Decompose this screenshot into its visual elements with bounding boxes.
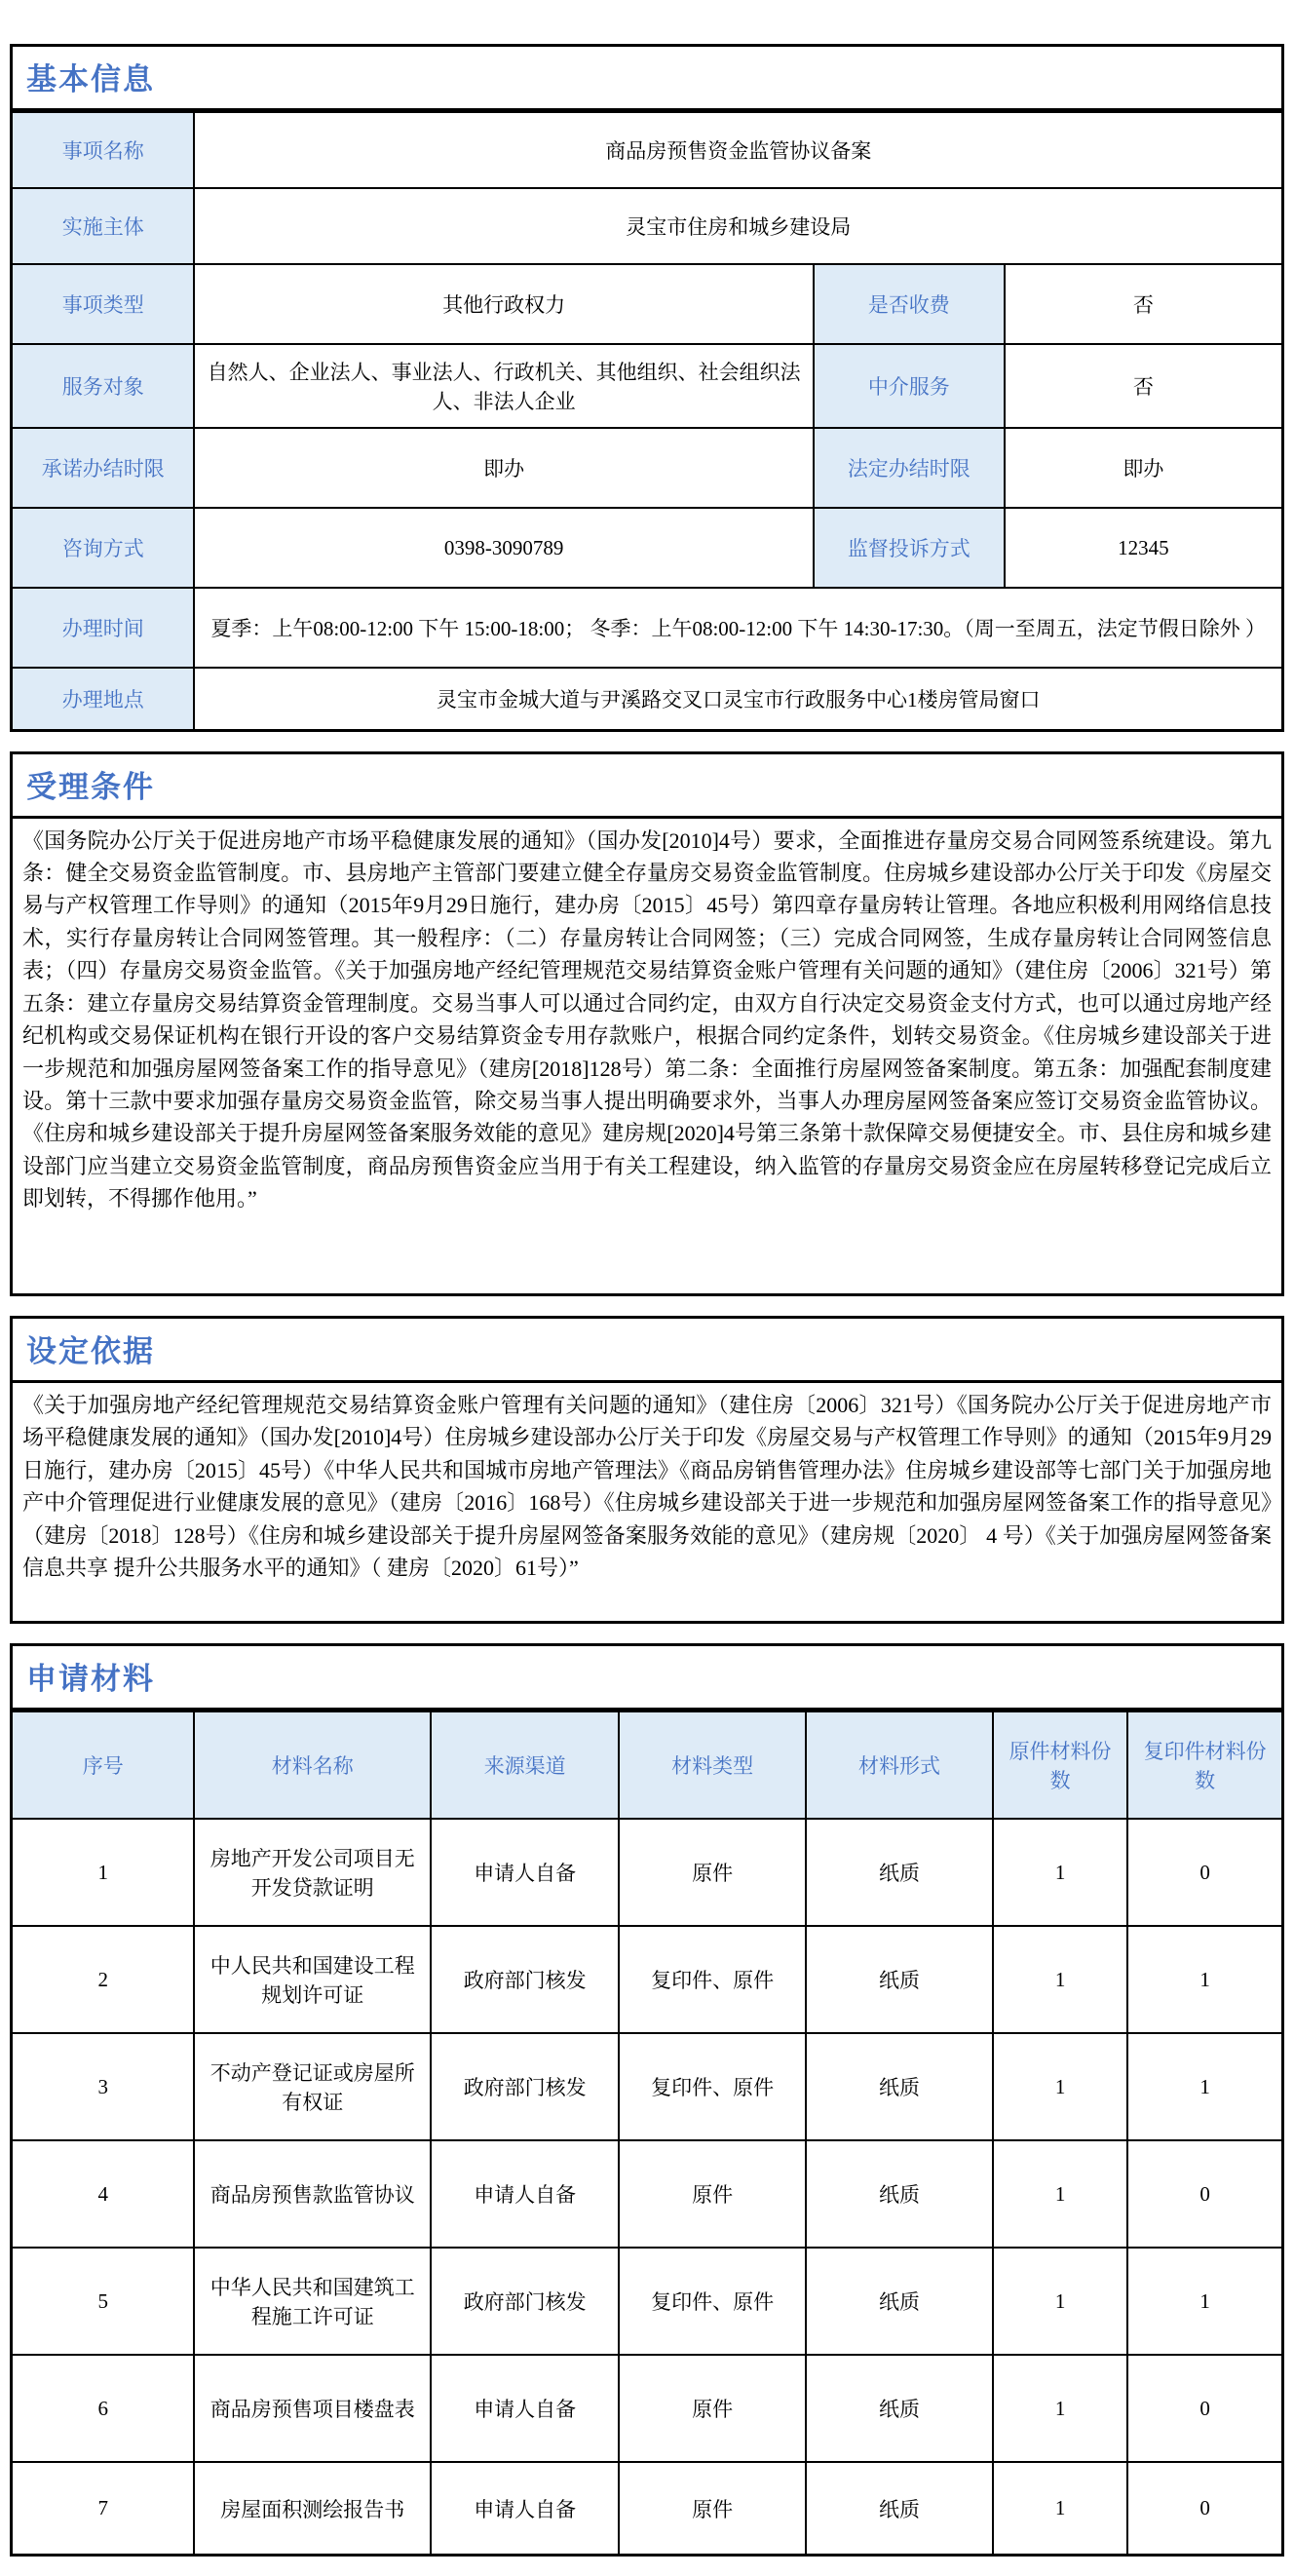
- column-header: 材料类型: [619, 1711, 806, 1819]
- material-type: 原件: [619, 2462, 806, 2556]
- material-original-count: 1: [993, 2355, 1127, 2462]
- table-row-office-hours: [12, 588, 1283, 668]
- field-value: 夏季：上午08:00-12:00 下午 15:00-18:00； 冬季：上午08:00-12:00 下午 14:30-17:30。（周一至周五，法定节假日除外 ）: [194, 588, 1282, 668]
- material-name: 房屋面积测绘报告书: [194, 2462, 431, 2556]
- legal-basis-body-box: [10, 1383, 1284, 1625]
- material-row: [12, 1926, 1283, 2033]
- material-type: 复印件、原件: [619, 2248, 806, 2355]
- material-seq: 1: [12, 1819, 195, 1926]
- service-item-document: [10, 44, 1284, 2576]
- field-value: 否: [1005, 264, 1283, 344]
- material-seq: 5: [12, 2248, 195, 2355]
- section-legal-basis: [10, 1316, 1284, 1625]
- material-form: 纸质: [806, 2140, 993, 2248]
- materials-table: [10, 1711, 1284, 2557]
- material-copy-count: 0: [1127, 2355, 1282, 2462]
- material-seq: 4: [12, 2140, 195, 2248]
- material-original-count: 1: [993, 1819, 1127, 1926]
- material-form: 纸质: [806, 2355, 993, 2462]
- material-copy-count: 0: [1127, 1819, 1282, 1926]
- field-value: 12345: [1005, 508, 1283, 588]
- section-basic-info: [10, 44, 1284, 732]
- column-header: 来源渠道: [431, 1711, 619, 1819]
- material-seq: 6: [12, 2355, 195, 2462]
- acceptance-body-text: 《国务院办公厅关于促进房地产市场平稳健康发展的通知》（国办发[2010]4号）要求，全面推进存量房交易合同网签系统建设。第九条：健全交易资金监管制度。市、县房地产主管部门要建立健全存量房交易资金监管制度。住房城乡建设部办公厅关于印发《房屋交易与产权管理工作导则》的通知（2015年9月29日施行，建办房〔2015〕45号）第四章存量房转让管理。各地应积极利用网络信息技术，实行存量房转让合同网签管理。其一般程序：（二）存量房转让合同网签；（三）完成合同网签，生成存量房转让合同网签信息表；（四）存量房交易资金监管。《关于加强房地产经纪管理规范交易结算资金账户管理有关问题的通知》（建住房〔2006〕321号）第五条：建立存量房交易结算资金管理制度。交易当事人可以通过合同约定，由双方自行决定交易资金支付方式，也可以通过房地产经纪机构或交易保证机构在银行开设的客户交易结算资金专用存款账户，根据合同约定条件，划转交易资金。《住房城乡建设部关于进一步规范和加强房屋网签备案工作的指导意见》（建房[2018]128号）第二条：全面推行房屋网签备案制度。第五条：加强配套制度建设。第十三款中要求加强存量房交易资金监管，除交易当事人提出明确要求外，当事人办理房屋网签备案应签订交易资金监管协议。《住房和城乡建设部关于提升房屋网签备案服务效能的意见》建房规[2020]4号第三条第十款保障交易便捷安全。市、县住房和城乡建设部门应当建立交易资金监管制度，商品房预售资金应当用于有关工程建设，纳入监管的存量房交易资金应在房屋转移登记完成后立即划转，不得挪作他用。”: [22, 827, 1272, 1211]
- legal-basis-title: 设定依据: [26, 1333, 155, 1368]
- material-form: 纸质: [806, 2462, 993, 2556]
- materials-header-row: [12, 1711, 1283, 1819]
- material-seq: 7: [12, 2462, 195, 2556]
- material-type: 复印件、原件: [619, 1926, 806, 2033]
- basic-info-table: [10, 111, 1284, 732]
- material-original-count: 1: [993, 2140, 1127, 2248]
- legal-basis-title-box: [10, 1316, 1284, 1383]
- material-type: 原件: [619, 2355, 806, 2462]
- material-row: [12, 2248, 1283, 2355]
- material-form: 纸质: [806, 1819, 993, 1926]
- field-value: 即办: [194, 428, 814, 508]
- acceptance-body-box: [10, 819, 1284, 1296]
- basic-info-title-box: [10, 44, 1284, 111]
- materials-title: 申请材料: [26, 1662, 155, 1697]
- field-value: 自然人、企业法人、事业法人、行政机关、其他组织、社会组织法人、非法人企业: [194, 344, 814, 428]
- material-name: 中华人民共和国建筑工程施工许可证: [194, 2248, 431, 2355]
- table-row-service-target-agency: [12, 344, 1283, 428]
- basic-info-title: 基本信息: [26, 62, 155, 96]
- table-row-contact: [12, 508, 1283, 588]
- field-label: 事项名称: [12, 112, 195, 188]
- material-form: 纸质: [806, 2248, 993, 2355]
- material-original-count: 1: [993, 2462, 1127, 2556]
- column-header: 原件材料份数: [993, 1711, 1127, 1819]
- material-name: 商品房预售款监管协议: [194, 2140, 431, 2248]
- material-row: [12, 1819, 1283, 1926]
- column-header: 序号: [12, 1711, 195, 1819]
- material-type: 复印件、原件: [619, 2033, 806, 2140]
- field-label: 咨询方式: [12, 508, 195, 588]
- table-row-office-location: [12, 668, 1283, 730]
- column-header: 材料形式: [806, 1711, 993, 1819]
- field-value: 其他行政权力: [194, 264, 814, 344]
- material-row: [12, 2033, 1283, 2140]
- table-row-time-limits: [12, 428, 1283, 508]
- material-source: 政府部门核发: [431, 2248, 619, 2355]
- field-label: 事项类型: [12, 264, 195, 344]
- material-copy-count: 1: [1127, 2248, 1282, 2355]
- material-name: 商品房预售项目楼盘表: [194, 2355, 431, 2462]
- field-label: 承诺办结时限: [12, 428, 195, 508]
- material-source: 申请人自备: [431, 2140, 619, 2248]
- field-value: 灵宝市金城大道与尹溪路交叉口灵宝市行政服务中心1楼房管局窗口: [194, 668, 1282, 730]
- material-source: 申请人自备: [431, 2462, 619, 2556]
- material-name: 房地产开发公司项目无开发贷款证明: [194, 1819, 431, 1926]
- material-row: [12, 2140, 1283, 2248]
- field-value: 0398-3090789: [194, 508, 814, 588]
- material-copy-count: 0: [1127, 2462, 1282, 2556]
- material-row: [12, 2462, 1283, 2556]
- field-value: 即办: [1005, 428, 1283, 508]
- field-value: 商品房预售资金监管协议备案: [194, 112, 1282, 188]
- material-copy-count: 1: [1127, 2033, 1282, 2140]
- legal-basis-body-text: 《关于加强房地产经纪管理规范交易结算资金账户管理有关问题的通知》（建住房〔2006〕321号）《国务院办公厅关于促进房地产市场平稳健康发展的通知》（国办发[2010]4号）住房城乡建设部办公厅关于印发《房屋交易与产权管理工作导则》的通知（2015年9月29日施行，建办房〔2015〕45号）《中华人民共和国城市房地产管理法》《商品房销售管理办法》住房城乡建设部等七部门关于加强房地产中介管理促进行业健康发展的意见》（建房〔2016〕168号）《住房城乡建设部关于进一步规范和加强房屋网签备案工作的指导意见》（建房〔2018〕128号）《住房和城乡建设部关于提升房屋网签备案服务效能的意见》（建房规〔2020〕 4 号）《关于加强房屋网签备案信息共享 提升公共服务水平的通知》（ 建房〔2020〕61号）”: [22, 1392, 1272, 1580]
- material-seq: 2: [12, 1926, 195, 2033]
- material-name: 不动产登记证或房屋所有权证: [194, 2033, 431, 2140]
- field-value: 灵宝市住房和城乡建设局: [194, 188, 1282, 264]
- field-label: 中介服务: [814, 344, 1005, 428]
- material-source: 申请人自备: [431, 2355, 619, 2462]
- field-label: 监督投诉方式: [814, 508, 1005, 588]
- materials-title-box: [10, 1643, 1284, 1711]
- acceptance-title-box: [10, 751, 1284, 819]
- column-header: 复印件材料份数: [1127, 1711, 1282, 1819]
- table-row-implementing-body: [12, 188, 1283, 264]
- material-original-count: 1: [993, 1926, 1127, 2033]
- material-source: 政府部门核发: [431, 1926, 619, 2033]
- field-label: 办理时间: [12, 588, 195, 668]
- material-original-count: 1: [993, 2033, 1127, 2140]
- section-application-materials: [10, 1643, 1284, 2557]
- material-copy-count: 0: [1127, 2140, 1282, 2248]
- material-seq: 3: [12, 2033, 195, 2140]
- material-copy-count: 1: [1127, 1926, 1282, 2033]
- acceptance-title: 受理条件: [26, 769, 155, 804]
- material-type: 原件: [619, 2140, 806, 2248]
- section-acceptance-conditions: [10, 751, 1284, 1296]
- material-name: 中人民共和国建设工程规划许可证: [194, 1926, 431, 2033]
- field-label: 法定办结时限: [814, 428, 1005, 508]
- material-form: 纸质: [806, 1926, 993, 2033]
- table-row-item-type-fee: [12, 264, 1283, 344]
- field-value: 否: [1005, 344, 1283, 428]
- material-type: 原件: [619, 1819, 806, 1926]
- field-label: 服务对象: [12, 344, 195, 428]
- field-label: 办理地点: [12, 668, 195, 730]
- field-label: 是否收费: [814, 264, 1005, 344]
- material-source: 政府部门核发: [431, 2033, 619, 2140]
- material-source: 申请人自备: [431, 1819, 619, 1926]
- table-row-item-name: [12, 112, 1283, 188]
- column-header: 材料名称: [194, 1711, 431, 1819]
- material-original-count: 1: [993, 2248, 1127, 2355]
- material-row: [12, 2355, 1283, 2462]
- material-form: 纸质: [806, 2033, 993, 2140]
- field-label: 实施主体: [12, 188, 195, 264]
